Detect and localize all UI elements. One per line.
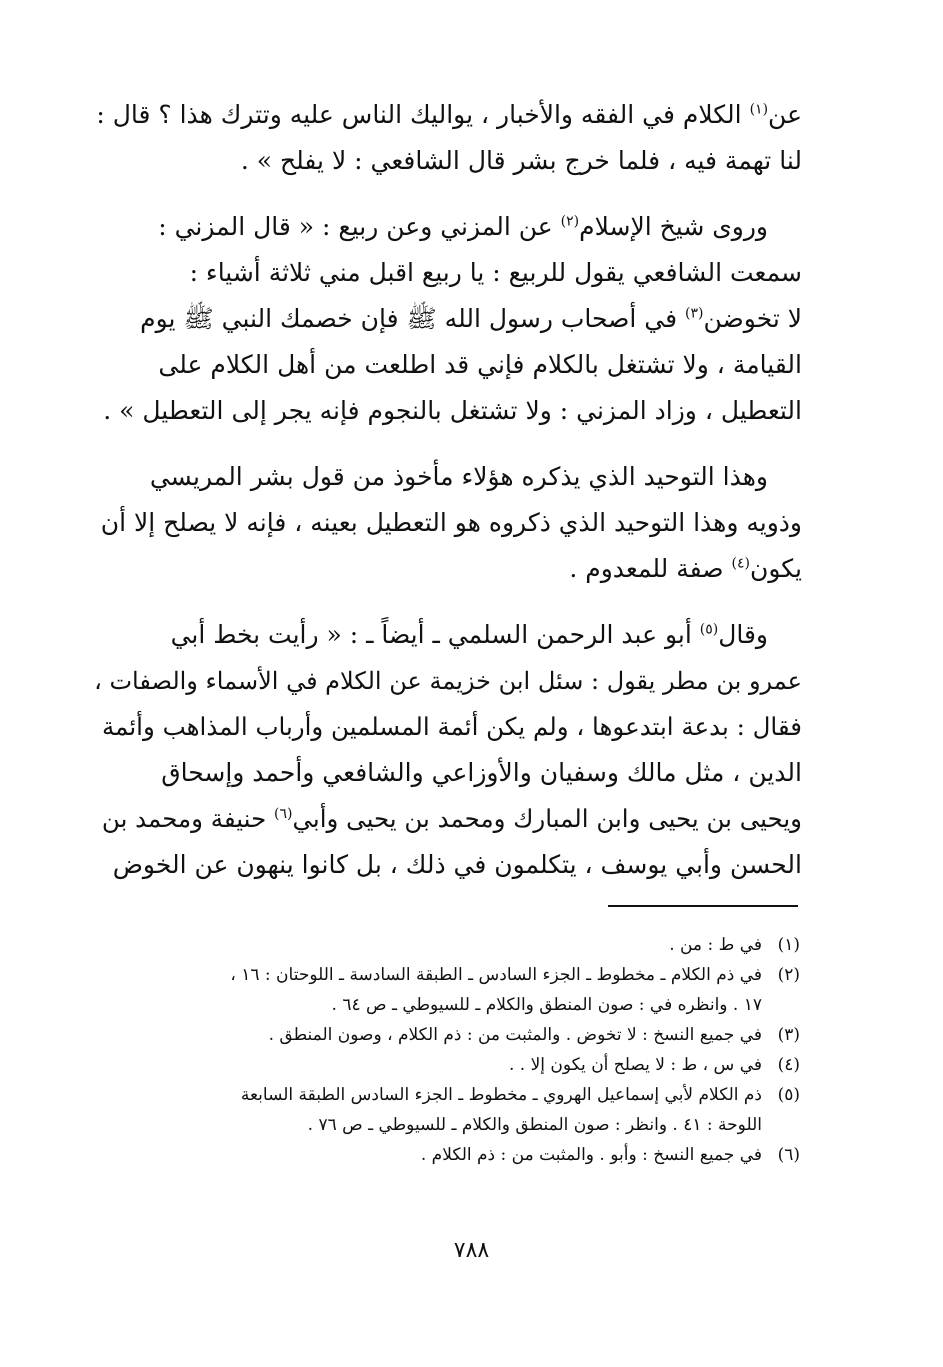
footnote-number: (٦) <box>777 1145 800 1165</box>
footnote-text: في جميع النسخ : وأبو . والمثبت من : ذم الكلام . <box>420 1145 762 1165</box>
footnote-item <box>100 1140 800 1170</box>
footnote-marker: (١) <box>749 101 769 118</box>
text-line: يكون$^{(٤)}$ صفة للمعدوم . <box>569 554 802 583</box>
footnotes <box>100 930 800 1170</box>
footnote-number: (٢) <box>777 965 800 985</box>
footnote-number: (٥) <box>777 1085 800 1105</box>
main-text <box>92 92 802 908</box>
text-line: وروى شيخ الإسلام$^{(٢)}$ عن المزني وعن ربيع : « قال المزني : <box>158 212 768 241</box>
text-line: القيامة ، ولا تشتغل بالكلام فإني قد اطلعت من أهل الكلام على <box>158 350 802 379</box>
text-line: فقال : بدعة ابتدعوها ، ولم يكن أئمة المسلمين وأرباب المذاهب وأئمة <box>102 712 802 741</box>
text-line: الحسن وأبي يوسف ، يتكلمون في ذلك ، بل كانوا ينهون عن الخوض <box>112 850 802 879</box>
text-line: لا تخوضن$^{(٣)}$ في أصحاب رسول الله ﷺ فإن خصمك النبي ﷺ يوم <box>140 304 802 333</box>
footnote-number: (٤) <box>777 1055 800 1075</box>
text-line: التعطيل ، وزاد المزني : ولا تشتغل بالنجوم فإنه يجر إلى التعطيل » . <box>103 396 802 425</box>
text-line: وذويه وهذا التوحيد الذي ذكروه هو التعطيل بعينه ، فإنه لا يصلح إلا أن <box>100 508 802 537</box>
paragraph-1 <box>92 92 802 184</box>
text-line: الدين ، مثل مالك وسفيان والأوزاعي والشافعي وأحمد وإسحاق <box>161 758 802 787</box>
page-number: ٧٨٨ <box>453 1238 490 1263</box>
paragraph-4 <box>92 612 802 888</box>
footnote-marker: (٢) <box>560 213 580 230</box>
footnote-item <box>100 1050 800 1080</box>
footnote-separator <box>608 905 798 907</box>
footnote-number: (١) <box>777 935 800 955</box>
footnote-marker: (٤) <box>731 555 750 572</box>
text-line: عن$^{(١)}$ الكلام في الفقه والأخبار ، يواليك الناس عليه وتترك هذا ؟ قال : <box>96 100 802 129</box>
footnote-item <box>100 1080 800 1140</box>
text-line: سمعت الشافعي يقول للربيع : يا ربيع اقبل مني ثلاثة أشياء : <box>189 258 802 287</box>
footnote-text: ذم الكلام لأبي إسماعيل الهروي ـ مخطوط ـ الجزء السادس الطبقة السابعة اللوحة : ٤١ . وانظر : صون المنطق والكلام ـ للسيوطي ـ ص ٧٦ . <box>240 1085 762 1135</box>
paragraph-3 <box>92 454 802 592</box>
text-line: وقال$^{(٥)}$ أبو عبد الرحمن السلمي ـ أيضاً ـ : « رأيت بخط أبي <box>170 620 768 649</box>
footnote-text: في س ، ط : لا يصلح أن يكون إلا . . <box>508 1055 762 1075</box>
footnote-text: في ط : من . <box>669 935 762 955</box>
footnote-item <box>100 1020 800 1050</box>
footnote-marker: (٦) <box>274 805 293 822</box>
footnote-marker: (٥) <box>699 621 719 638</box>
text-line: لنا تهمة فيه ، فلما خرج بشر قال الشافعي : لا يفلح » . <box>240 146 802 175</box>
footnote-item <box>100 960 800 1020</box>
footnote-text: في جميع النسخ : لا تخوض . والمثبت من : ذم الكلام ، وصون المنطق . <box>268 1025 762 1045</box>
footnote-marker: (٣) <box>685 305 704 322</box>
paragraph-2 <box>92 204 802 434</box>
text-line: ويحيى بن يحيى وابن المبارك ومحمد بن يحيى وأبي$^{(٦)}$ حنيفة ومحمد بن <box>101 804 802 833</box>
footnote-text: في ذم الكلام ـ مخطوط ـ الجزء السادس ـ الطبقة السادسة ـ اللوحتان : ١٦ ، ١٧ . وانظره في : صون المنطق والكلام ـ للسيوطي ـ ص ٦٤ . <box>230 965 762 1015</box>
text-line: عمرو بن مطر يقول : سئل ابن خزيمة عن الكلام في الأسماء والصفات ، <box>94 667 802 695</box>
text-line: وهذا التوحيد الذي يذكره هؤلاء مأخوذ من قول بشر المريسي <box>149 462 768 491</box>
footnote-number: (٣) <box>777 1025 800 1045</box>
footnote-item <box>100 930 800 960</box>
